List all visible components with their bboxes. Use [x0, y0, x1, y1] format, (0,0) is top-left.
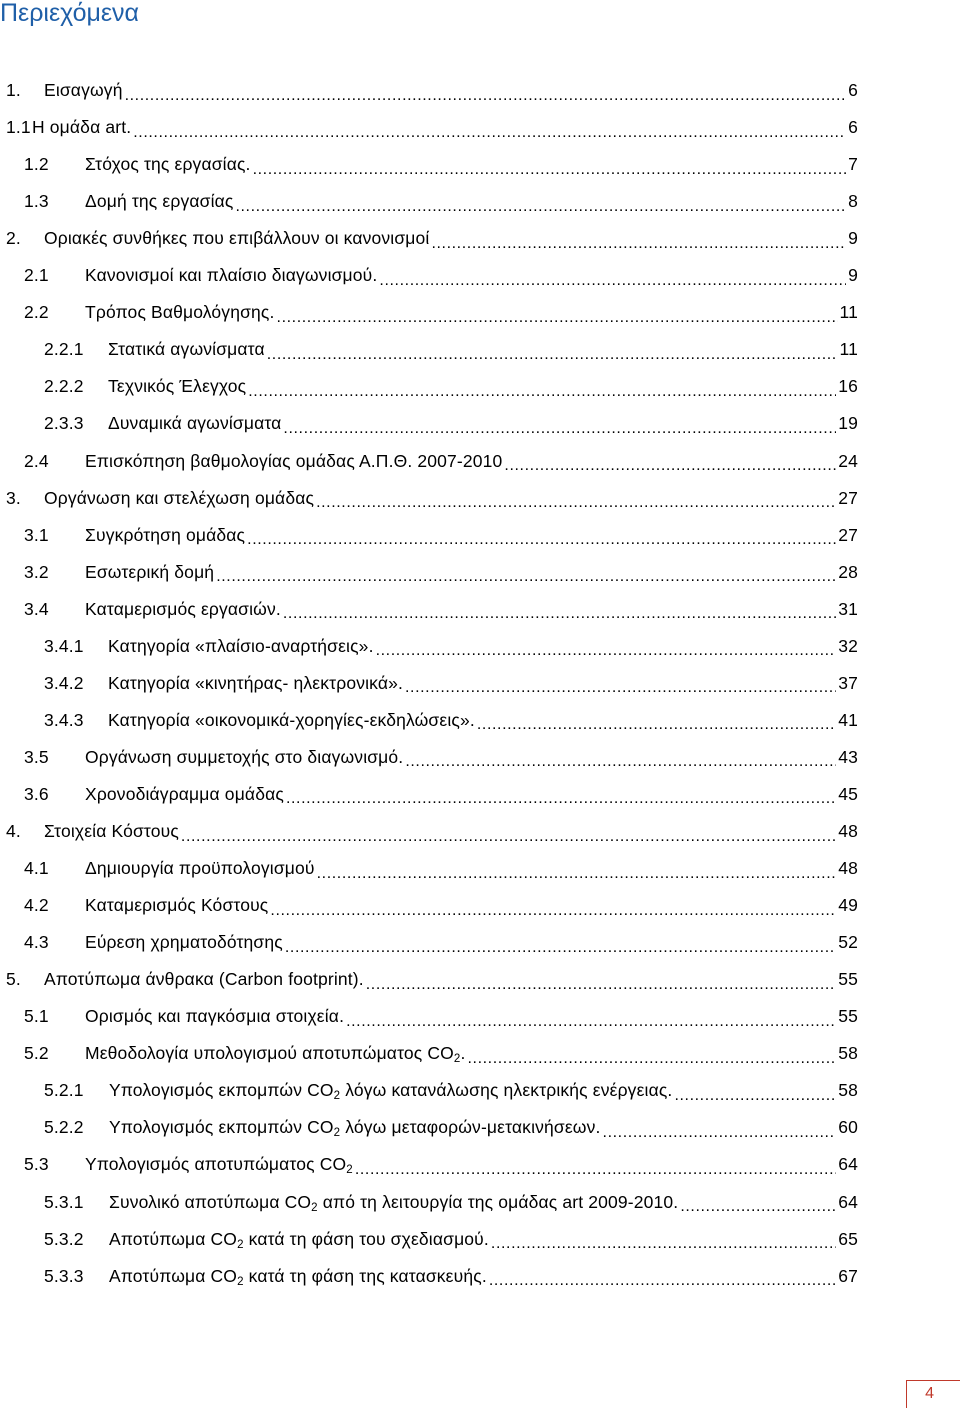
- subscript: 2: [333, 1090, 341, 1103]
- toc-entry-title: Εύρεση χρηματοδότησης: [85, 932, 283, 953]
- subscript: 2: [333, 1127, 341, 1140]
- toc-leader-dots: [346, 1010, 836, 1030]
- toc-leader-dots: [603, 1121, 837, 1141]
- toc-entry-title: Υπολογισμός εκπομπών $CO_2$ λόγω κατανάλωσης ηλεκτρικής ενέργειας.: [109, 1080, 673, 1103]
- toc-entry-number: 2.2.2: [44, 376, 84, 397]
- toc-entry-title: Κατηγορία «κινητήρας- ηλεκτρονικά».: [108, 672, 403, 693]
- toc-entry-title: Υπολογισμός εκπομπών $CO_2$ λόγω μεταφορών-μετακινήσεων.: [109, 1117, 601, 1140]
- toc-entry-page: 6: [848, 80, 858, 100]
- toc-entry-title: Υπολογισμός αποτυπώματος $CO_2$: [85, 1154, 353, 1177]
- toc-entry-number: 4.3: [24, 932, 49, 953]
- page-corner-rule-top: [906, 1380, 960, 1381]
- toc-entry-page: 64: [838, 1154, 858, 1175]
- toc-entry[interactable]: [24, 850, 858, 887]
- toc-entry-page: 27: [838, 524, 858, 545]
- toc-entry-page: 11: [839, 302, 858, 323]
- toc-leader-dots: [235, 195, 846, 215]
- toc-entry[interactable]: [44, 331, 858, 368]
- toc-entry-page: 9: [848, 265, 858, 286]
- toc-entry[interactable]: [44, 1258, 858, 1295]
- toc-entry[interactable]: [44, 702, 858, 739]
- toc-leader-dots: [477, 713, 836, 733]
- toc-leader-dots: [405, 750, 836, 770]
- toc-leader-dots: [267, 343, 838, 363]
- toc-entry[interactable]: [24, 776, 858, 813]
- toc-entry-title: Επισκόπηση βαθμολογίας ομάδας Α.Π.Θ. 2007-2010: [85, 450, 503, 471]
- toc-entry-page: 19: [838, 413, 858, 434]
- toc-entry-title: Δομή της εργασίας: [85, 191, 234, 212]
- toc-entry-number: 3.4.1: [44, 635, 84, 656]
- toc-entry-page: 32: [838, 635, 858, 656]
- toc-entry-number: 2.4: [24, 450, 49, 471]
- toc-entry[interactable]: [6, 72, 858, 109]
- toc-leader-dots: [181, 825, 836, 845]
- toc-entry-title: Δυναμικά αγωνίσματα: [108, 413, 282, 434]
- page-corner-rule: [906, 1380, 907, 1408]
- toc-entry-number: 3.1: [24, 524, 49, 545]
- toc-entry-number: 5.2.1: [44, 1080, 84, 1101]
- toc-entry-page: 64: [838, 1191, 858, 1212]
- toc-entry-number: 5.3.3: [44, 1265, 84, 1286]
- toc-entry-title: Η ομάδα art.: [32, 117, 132, 138]
- toc-entry[interactable]: [44, 1072, 858, 1109]
- toc-leader-dots: [283, 602, 836, 622]
- toc-entry[interactable]: [24, 257, 858, 294]
- subscript: 2: [453, 1053, 461, 1066]
- toc-leader-dots: [285, 936, 836, 956]
- toc-leader-dots: [133, 121, 846, 141]
- toc-entry-page: 37: [838, 672, 858, 693]
- toc-entry[interactable]: [6, 480, 858, 517]
- toc-entry-number: 4.: [6, 821, 21, 841]
- toc-leader-dots: [491, 1232, 836, 1252]
- toc-entry-title: Εισαγωγή: [44, 80, 123, 100]
- toc-entry-number: 5.1: [24, 1006, 49, 1027]
- toc-entry-number: 4.1: [24, 858, 49, 879]
- toc-entry[interactable]: [24, 517, 858, 554]
- toc-entry-page: 55: [838, 1006, 858, 1027]
- toc-entry-number: 5.: [6, 969, 21, 990]
- toc-entry-page: 43: [838, 746, 858, 767]
- toc-leader-dots: [366, 973, 836, 993]
- toc-entry-title: Εσωτερική δομή: [85, 561, 215, 582]
- toc-entry-title: Αποτύπωμα άνθρακα (Carbon footprint).: [44, 969, 364, 990]
- toc-entry[interactable]: [24, 1035, 858, 1072]
- toc-entry-number: 5.2: [24, 1043, 49, 1064]
- toc-entry-number: 3.4: [24, 598, 49, 619]
- toc-entry-title: Αποτύπωμα $CO_2$ κατά τη φάση της κατασκευής.: [109, 1265, 487, 1288]
- toc-entry-number: 3.2: [24, 561, 49, 582]
- toc-entry[interactable]: [6, 109, 858, 146]
- toc-entry-title: Οργάνωση και στελέχωση ομάδας: [44, 487, 315, 508]
- toc-entry-page: 16: [838, 376, 858, 397]
- toc-leader-dots: [405, 676, 836, 696]
- toc-leader-dots: [277, 306, 838, 326]
- toc-entry-number: 2.3.3: [44, 413, 84, 434]
- toc-entry-page: 31: [838, 598, 858, 619]
- subscript: 2: [311, 1201, 318, 1214]
- toc-leader-dots: [355, 1158, 836, 1178]
- toc-entry[interactable]: [24, 998, 858, 1035]
- toc-entry-page: 65: [838, 1228, 858, 1249]
- toc-entry-number: 5.3.2: [44, 1228, 84, 1249]
- toc-entry[interactable]: [24, 146, 858, 183]
- toc-entry-number: 4.2: [24, 895, 49, 916]
- toc-entry[interactable]: [24, 1146, 858, 1183]
- toc-entry-page: 11: [839, 339, 858, 360]
- toc-entry-title: Τεχνικός Έλεγχος: [108, 376, 247, 397]
- toc-entry[interactable]: [44, 1184, 858, 1221]
- toc-entry-page: 58: [838, 1043, 858, 1064]
- toc-entry-number: 1.1: [6, 117, 31, 138]
- toc-entry-number: 3.4.2: [44, 672, 84, 693]
- toc-entry-page: 41: [838, 709, 858, 730]
- toc-entry-title: Χρονοδιάγραμμα ομάδας: [85, 783, 284, 804]
- toc-leader-dots: [283, 417, 836, 437]
- toc-entry[interactable]: [24, 183, 858, 220]
- toc-entry-title: Στατικά αγωνίσματα: [108, 339, 265, 360]
- toc-leader-dots: [376, 639, 837, 659]
- toc-leader-dots: [270, 899, 836, 919]
- toc-entry[interactable]: [24, 887, 858, 924]
- toc-entry-page: 45: [838, 783, 858, 804]
- toc-entry-number: 2.2: [24, 302, 49, 323]
- toc-entry[interactable]: [24, 294, 858, 331]
- toc-entry-number: 2.: [6, 228, 21, 249]
- toc-entry-page: 48: [838, 821, 858, 841]
- toc-entry-page: 27: [838, 487, 858, 508]
- toc-entry-title: Τρόπος Βαθμολόγησης.: [85, 302, 275, 323]
- toc-entry-number: 5.2.2: [44, 1117, 84, 1138]
- toc-entry-title: Οργάνωση συμμετοχής στο διαγωνισμό.: [85, 746, 404, 767]
- toc-leader-dots: [504, 454, 836, 474]
- toc-leader-dots: [317, 862, 837, 882]
- toc-entry-title: Κατηγορία «πλαίσιο-αναρτήσεις».: [108, 635, 374, 656]
- toc-entry-title: Στοιχεία Κόστους: [44, 821, 179, 841]
- toc-leader-dots: [379, 269, 846, 289]
- toc-leader-dots: [680, 1195, 836, 1215]
- toc-leader-dots: [216, 565, 836, 585]
- toc-leader-dots: [674, 1084, 836, 1104]
- toc-entry-page: 9: [848, 228, 858, 249]
- toc-entry-title: Αποτύπωμα $CO_2$ κατά τη φάση του σχεδιασμού.: [109, 1228, 489, 1251]
- toc-entry-number: 3.5: [24, 746, 49, 767]
- footer-page-number: 4: [925, 1385, 934, 1402]
- toc-entry-page: 49: [838, 895, 858, 916]
- toc-entry[interactable]: [44, 368, 858, 405]
- page-title: Περιεχόμενα: [0, 0, 139, 27]
- toc-entry-number: 1.: [6, 80, 21, 100]
- subscript: 2: [237, 1238, 244, 1251]
- toc-entry-page: 55: [838, 969, 858, 990]
- toc-entry-number: 5.3: [24, 1154, 49, 1175]
- toc-entry[interactable]: [44, 1109, 858, 1146]
- toc-leader-dots: [125, 84, 847, 104]
- toc-entry-number: 1.3: [24, 191, 49, 212]
- toc-entry[interactable]: [6, 813, 858, 850]
- toc-leader-dots: [248, 380, 836, 400]
- toc-entry[interactable]: [24, 924, 858, 961]
- toc-entry-page: 7: [848, 154, 858, 175]
- toc-leader-dots: [247, 528, 836, 548]
- toc-entry[interactable]: [44, 665, 858, 702]
- toc-entry-number: 3.6: [24, 783, 49, 804]
- toc-leader-dots: [253, 158, 847, 178]
- toc-entry-title: Κανονισμοί και πλαίσιο διαγωνισμού.: [85, 265, 378, 286]
- toc-entry-number: 1.2: [24, 154, 49, 175]
- toc-entry-page: 48: [838, 858, 858, 879]
- toc-entry-number: 3.: [6, 487, 21, 508]
- toc-entry[interactable]: [44, 405, 858, 442]
- toc-entry-page: 67: [838, 1265, 858, 1286]
- toc-entry-page: 60: [838, 1117, 858, 1138]
- toc-entry-number: 5.3.1: [44, 1191, 84, 1212]
- toc-leader-dots: [316, 491, 836, 511]
- toc-entry-page: 8: [848, 191, 858, 212]
- toc-entry-title: Στόχος της εργασίας.: [85, 154, 251, 175]
- toc-entry[interactable]: [24, 443, 858, 480]
- toc-entry[interactable]: [6, 961, 858, 998]
- toc-entry-number: 2.2.1: [44, 339, 84, 360]
- toc-entry[interactable]: [24, 591, 858, 628]
- toc-entry-number: 2.1: [24, 265, 49, 286]
- toc-entry-title: Οριακές συνθήκες που επιβάλλουν οι κανονισμοί: [44, 228, 430, 249]
- toc-entry-page: 6: [848, 117, 858, 138]
- toc-entry[interactable]: [6, 220, 858, 257]
- toc-leader-dots: [431, 232, 846, 252]
- toc-entry[interactable]: [24, 554, 858, 591]
- toc-leader-dots: [489, 1269, 836, 1289]
- toc-entry-title: Κατηγορία «οικονομικά-χορηγίες-εκδηλώσεις».: [108, 709, 475, 730]
- toc-entry-page: 58: [838, 1080, 858, 1101]
- toc-entry[interactable]: [44, 628, 858, 665]
- toc-entry[interactable]: [24, 739, 858, 776]
- toc-entry[interactable]: [44, 1221, 858, 1258]
- toc-entry-title: Δημιουργία προϋπολογισμού: [85, 858, 315, 879]
- toc-entry-page: 52: [838, 932, 858, 953]
- toc-leader-dots: [286, 787, 836, 807]
- toc-entry-title: Συνολικό αποτύπωμα $CO_2$ από τη λειτουργία της ομάδας art 2009-2010.: [109, 1191, 679, 1214]
- toc-entry-page: 28: [838, 561, 858, 582]
- toc-entry-title: Μεθοδολογία υπολογισμού αποτυπώματος $CO_2$.: [85, 1043, 466, 1066]
- toc-entry-title: Καταμερισμός εργασιών.: [85, 598, 281, 619]
- toc-entry-page: 24: [838, 450, 858, 471]
- toc-entry-title: Καταμερισμός Κόστους: [85, 895, 269, 916]
- toc-entry-title: Ορισμός και παγκόσμια στοιχεία.: [85, 1006, 345, 1027]
- subscript: 2: [346, 1164, 353, 1177]
- toc-entry-title: Συγκρότηση ομάδας: [85, 524, 246, 545]
- toc-leader-dots: [467, 1047, 836, 1067]
- toc-entry-number: 3.4.3: [44, 709, 84, 730]
- subscript: 2: [237, 1275, 244, 1288]
